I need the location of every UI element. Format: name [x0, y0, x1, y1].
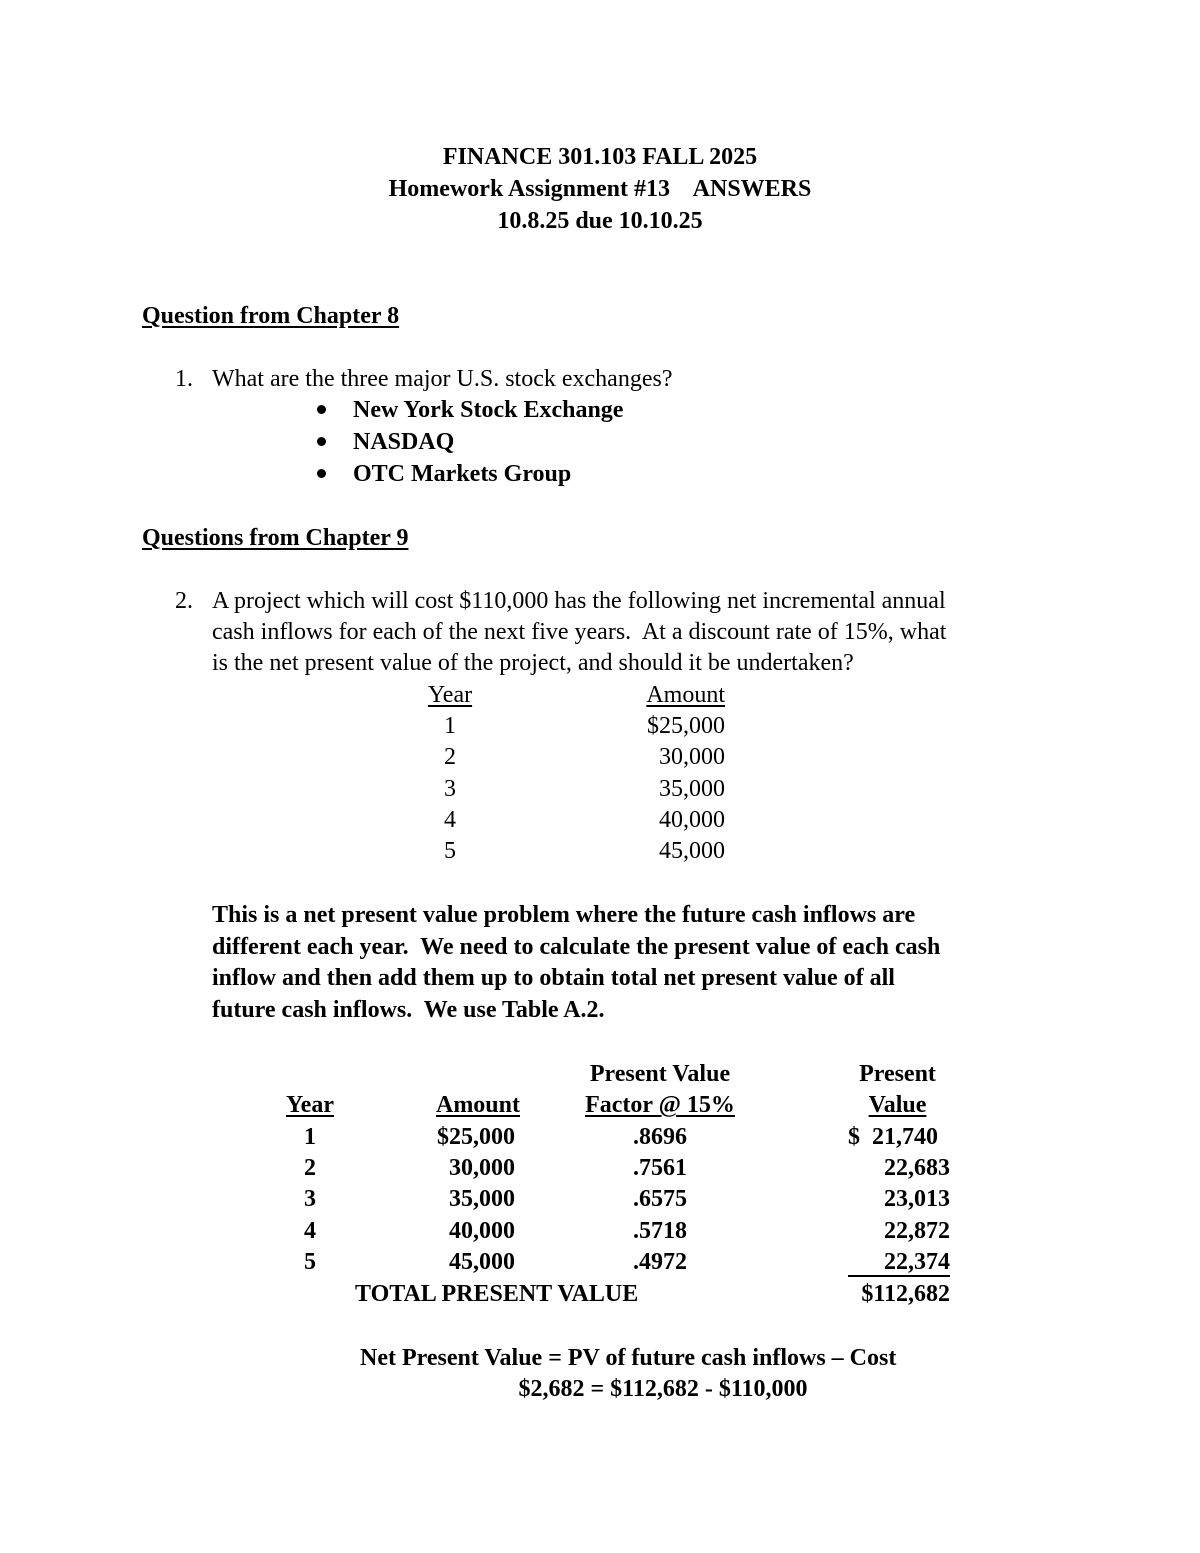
question-2-line: A project which will cost $110,000 has the following net incremental annual [212, 588, 946, 614]
npv-calculation: $2,682 = $112,682 - $110,000 [518, 1376, 808, 1402]
pv-table-year: 5 [304, 1249, 316, 1275]
pv-table-amount: 40,000 [449, 1218, 515, 1244]
section-heading-chapter-9: Questions from Chapter 9 [142, 525, 409, 551]
answer-item: NASDAQ [353, 429, 455, 455]
bullet-icon [317, 469, 326, 478]
assignment-dates: 10.8.25 due 10.10.25 [497, 208, 703, 234]
cash-table-year: 4 [444, 807, 456, 833]
question-1-number: 1. [175, 366, 193, 392]
pv-table-value: $ 21,740 [848, 1124, 938, 1150]
cash-table-year: 5 [444, 838, 456, 864]
question-2-line: is the net present value of the project, and should it be undertaken? [212, 650, 854, 676]
pv-table-header-value-top: Present [859, 1061, 936, 1087]
question-2-line: cash inflows for each of the next five years. At a discount rate of 15%, what [212, 619, 947, 645]
pv-table-header-value: Value [868, 1092, 927, 1118]
pv-table-value: 23,013 [884, 1186, 950, 1212]
sum-underline [848, 1275, 950, 1277]
pv-table-factor: .5718 [633, 1218, 687, 1244]
pv-table-factor: .8696 [633, 1124, 687, 1150]
assignment-title: Homework Assignment #13 ANSWERS [388, 176, 812, 202]
pv-table-year: 2 [304, 1155, 316, 1181]
answer-item: New York Stock Exchange [353, 397, 624, 423]
pv-table-year: 4 [304, 1218, 316, 1244]
pv-table-header-factor-top: Present Value [589, 1061, 731, 1087]
pv-table-factor: .6575 [633, 1186, 687, 1212]
pv-table-value: 22,374 [884, 1249, 950, 1275]
explanation-line: inflow and then add them up to obtain total net present value of all [212, 965, 895, 991]
cash-table-amount: 30,000 [659, 744, 725, 770]
pv-table-amount: 30,000 [449, 1155, 515, 1181]
pv-table-header-factor: Factor @ 15% [585, 1092, 735, 1118]
pv-table-amount: 45,000 [449, 1249, 515, 1275]
cash-table-amount: 45,000 [659, 838, 725, 864]
question-1-text: What are the three major U.S. stock exchanges? [212, 366, 673, 392]
cash-table-year: 3 [444, 776, 456, 802]
course-title: FINANCE 301.103 FALL 2025 [442, 144, 758, 170]
npv-formula: Net Present Value = PV of future cash inflows – Cost [360, 1345, 897, 1371]
pv-table-value: 22,683 [884, 1155, 950, 1181]
pv-table-year: 3 [304, 1186, 316, 1212]
explanation-line: This is a net present value problem where the future cash inflows are [212, 902, 916, 928]
explanation-line: different each year. We need to calculate the present value of each cash [212, 934, 941, 960]
pv-table-value: 22,872 [884, 1218, 950, 1244]
question-2-number: 2. [175, 588, 193, 614]
section-heading-chapter-8: Question from Chapter 8 [142, 303, 400, 329]
pv-table-amount: 35,000 [449, 1186, 515, 1212]
cash-table-year: 2 [444, 744, 456, 770]
pv-table-year: 1 [304, 1124, 316, 1150]
pv-table-total-label: TOTAL PRESENT VALUE [355, 1281, 639, 1307]
explanation-line: future cash inflows. We use Table A.2. [212, 997, 605, 1023]
pv-table-factor: .7561 [633, 1155, 687, 1181]
pv-table-header-amount: Amount [435, 1092, 520, 1118]
cash-table-header-amount: Amount [646, 682, 725, 708]
cash-table-amount: 35,000 [659, 776, 725, 802]
answer-item: OTC Markets Group [353, 461, 572, 487]
bullet-icon [317, 405, 326, 414]
cash-table-year: 1 [444, 713, 456, 739]
pv-table-factor: .4972 [633, 1249, 687, 1275]
cash-table-amount: $25,000 [647, 713, 725, 739]
bullet-icon [317, 437, 326, 446]
pv-table-header-year: Year [286, 1092, 334, 1118]
cash-table-amount: 40,000 [659, 807, 725, 833]
pv-table-total-value: $112,682 [861, 1281, 950, 1307]
cash-table-header-year: Year [427, 682, 473, 708]
pv-table-amount: $25,000 [437, 1124, 515, 1150]
